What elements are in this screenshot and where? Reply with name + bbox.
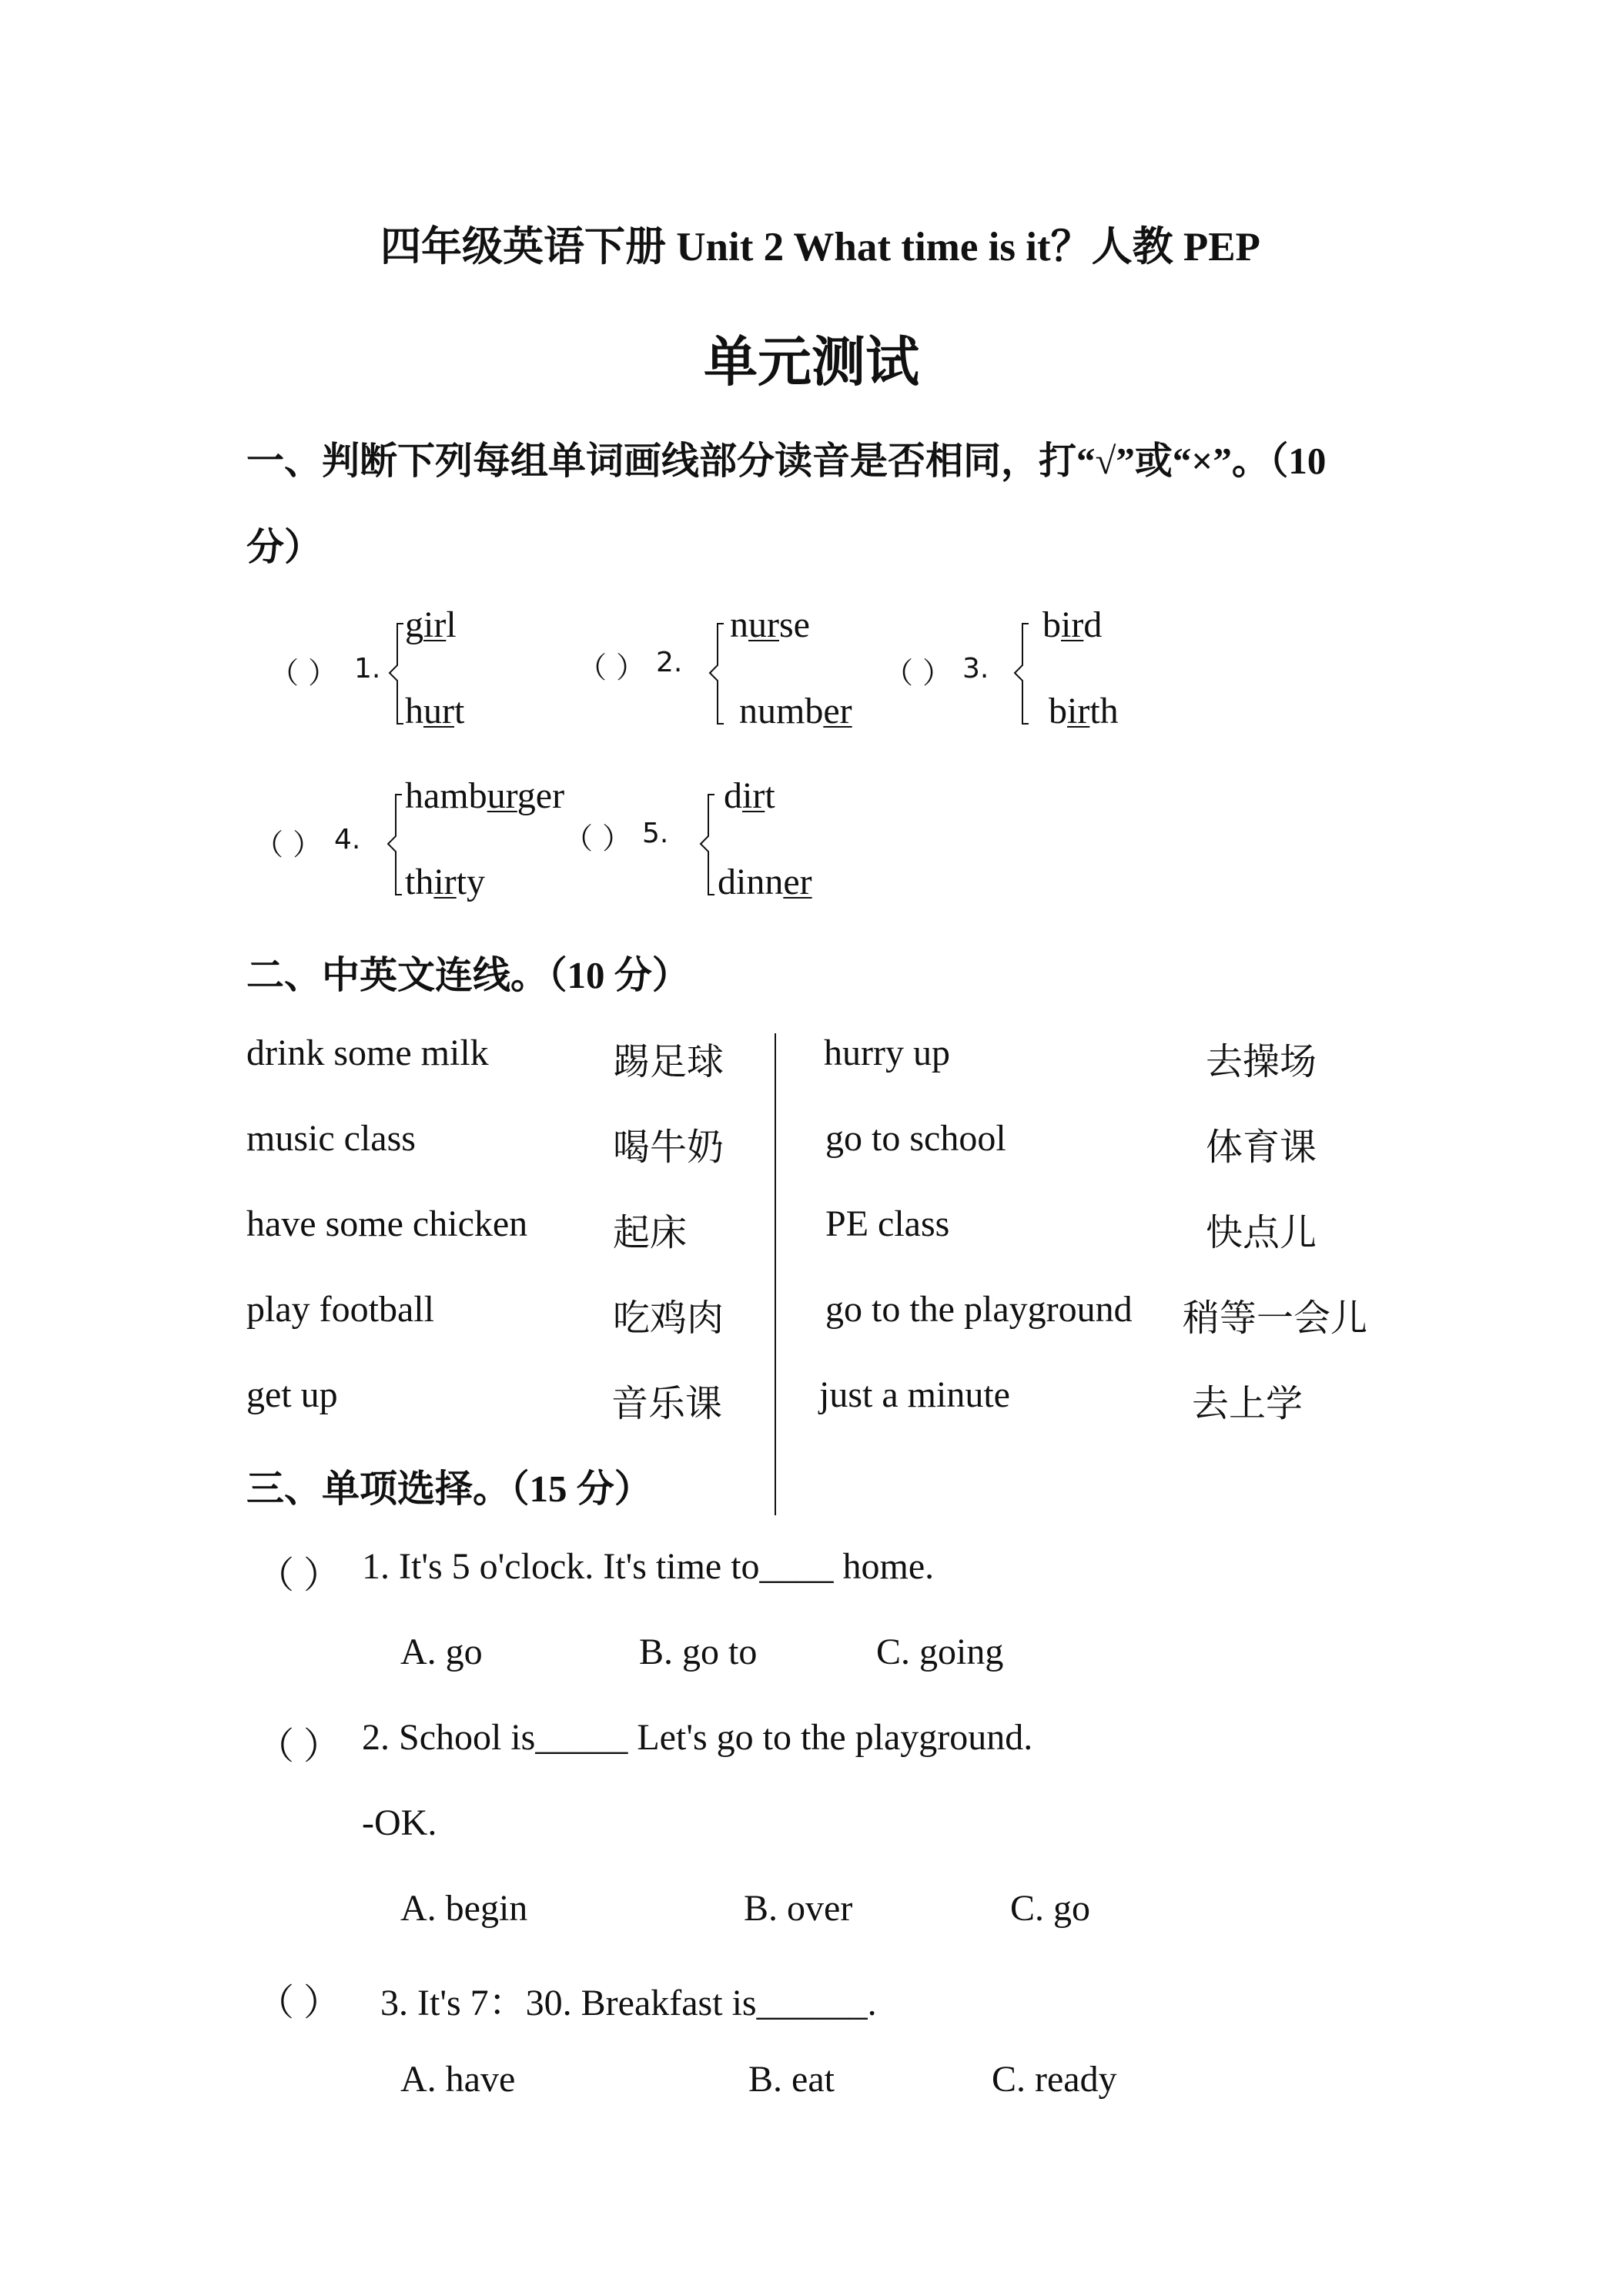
match-left-zh-1: 踢足球 [613,1042,724,1083]
brace-5 [687,787,718,902]
q2-text: 2. School is_____ Let's go to the playground. [362,1717,1033,1758]
section3-heading: 三、单项选择。（15 分） [246,1468,652,1510]
page-subtitle: 单元测试 [704,330,919,393]
item-number-5: 5. [642,818,669,849]
answer-paren-5: （ ） [564,822,632,855]
match-right-en-4: go to the playground [825,1289,1133,1330]
answer-paren-2: （ ） [577,651,646,684]
item-number-2: 2. [656,647,683,678]
q3-option-c: C. ready [992,2059,1117,2100]
item-number-3: 3. [962,653,989,684]
match-left-zh-2: 喝牛奶 [613,1127,724,1168]
item2-word1: nurse [730,604,810,645]
item1-word1: girl [405,604,457,645]
match-right-zh-4: 稍等一会儿 [1183,1298,1368,1339]
match-right-en-3: PE class [825,1203,950,1244]
match-right-en-5: just a minute [819,1374,1010,1415]
answer-paren-4: （ ） [254,828,323,862]
match-left-en-2: music class [246,1118,416,1159]
q2-option-a: A. begin [400,1888,528,1929]
match-left-zh-5: 音乐课 [611,1384,723,1424]
q2-paren: （ ） [257,1726,341,1767]
item3-word1: bird [1042,604,1103,645]
brace-2 [696,616,727,731]
item3-word2: birth [1049,691,1119,731]
brace-1 [376,616,407,731]
match-left-en-1: drink some milk [246,1033,489,1073]
q3-option-a: A. have [400,2059,516,2100]
brace-4 [374,787,405,902]
q1-text: 1. It's 5 o'clock. It's time to____ home. [362,1546,935,1587]
answer-paren-3: （ ） [884,656,952,690]
q2-line2: -OK. [362,1802,437,1843]
answer-paren-1: （ ） [269,656,338,690]
match-left-zh-3: 起床 [613,1213,688,1253]
item-number-4: 4. [334,824,361,855]
item1-word2: hurt [405,691,465,731]
item-number-1: 1. [354,653,381,684]
q1-paren: （ ） [257,1555,341,1596]
match-right-en-1: hurry up [824,1033,950,1073]
q1-option-a: A. go [400,1632,483,1672]
match-right-zh-5: 去上学 [1192,1384,1303,1424]
section1-heading-line1: 一、判断下列每组单词画线部分读音是否相同，打“√”或“×”。（10 [246,440,1327,482]
q3-option-b: B. eat [748,2059,835,2100]
q1-option-b: B. go to [639,1632,758,1672]
section1-heading-line2: 分） [246,526,323,568]
match-left-zh-4: 吃鸡肉 [613,1298,724,1339]
match-left-en-3: have some chicken [246,1203,528,1244]
section2-heading: 二、中英文连线。（10 分） [246,954,690,996]
match-left-en-5: get up [246,1374,338,1415]
q2-option-c: C. go [1010,1888,1091,1929]
brace-3 [1001,616,1032,731]
match-right-zh-1: 去操场 [1206,1042,1317,1083]
match-left-en-4: play football [246,1289,434,1330]
q3-text: 3. It's 7：30. Breakfast is______. [380,1983,877,2023]
item4-word2: thirty [405,862,486,902]
q3-paren: （ ） [257,1983,341,2023]
match-right-zh-3: 快点儿 [1206,1213,1317,1253]
page-title: 四年级英语下册 Unit 2 What time is it？人教 PEP [380,225,1260,269]
q1-option-c: C. going [876,1632,1004,1672]
item5-word1: dirt [724,775,775,816]
column-divider [775,1033,776,1515]
item2-word2: number [739,691,852,731]
match-right-zh-2: 体育课 [1206,1127,1317,1168]
item4-word1: hamburger [405,775,565,816]
item5-word2: dinner [718,862,812,902]
match-right-en-2: go to school [825,1118,1006,1159]
q2-option-b: B. over [744,1888,853,1929]
